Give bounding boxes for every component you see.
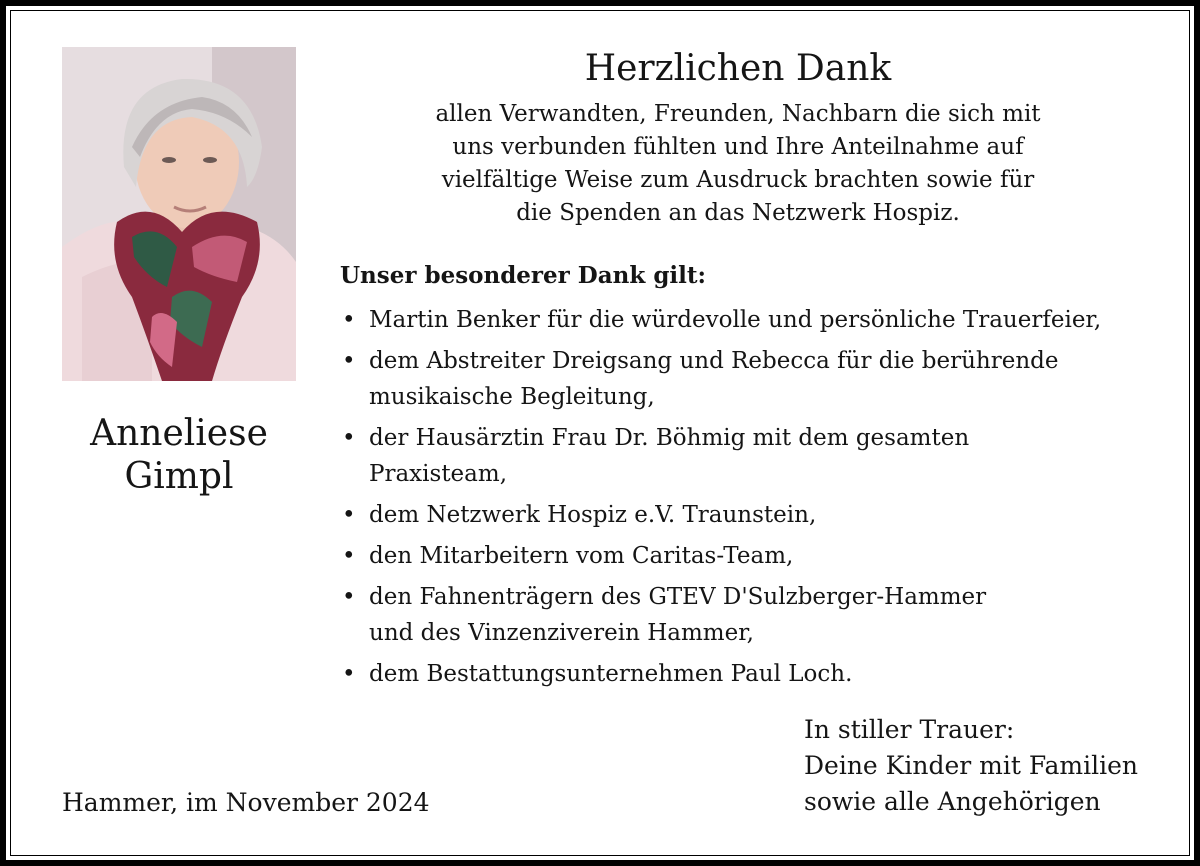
intro-line: uns verbunden fühlten und Ihre Anteilnahme auf (452, 134, 1024, 160)
list-item-text: dem Bestattungsunternehmen Paul Loch. (369, 661, 853, 687)
special-thanks-heading: Unser besonderer Dank gilt: (340, 262, 706, 289)
bullet-icon: • (342, 584, 356, 610)
signature-line: sowie alle Angehörigen (804, 787, 1101, 816)
list-item-text: den Fahnenträgern des GTEV D'Sulzberger-Hammer (369, 584, 987, 610)
list-item-text: und des Vinzenziverein Hammer, (369, 620, 754, 646)
intro-line: die Spenden an das Netzwerk Hospiz. (516, 200, 960, 226)
deceased-name (62, 412, 296, 498)
bullet-icon: • (342, 307, 356, 333)
bullet-icon: • (342, 502, 356, 528)
list-item-text: dem Netzwerk Hospiz e.V. Traunstein, (369, 502, 817, 528)
page-title: Herzlichen Dank (584, 48, 892, 89)
list-item (340, 420, 1180, 492)
intro-line: vielfältige Weise zum Ausdruck brachten sowie für (441, 167, 1035, 193)
list-item-text: der Hausärztin Frau Dr. Böhmig mit dem gesamten (369, 425, 970, 451)
list-item (340, 497, 1180, 533)
list-item (340, 538, 1180, 574)
intro-paragraph (340, 98, 1136, 230)
deceased-last-name: Gimpl (124, 456, 234, 497)
special-thanks-list (340, 302, 1180, 697)
list-item (340, 343, 1180, 415)
signature-line: Deine Kinder mit Familien (804, 751, 1138, 780)
list-item (340, 656, 1180, 692)
portrait-photo (62, 47, 296, 381)
deceased-first-name: Anneliese (90, 413, 268, 454)
list-item (340, 579, 1180, 651)
place-date: Hammer, im November 2024 (62, 788, 430, 817)
bullet-icon: • (342, 425, 356, 451)
bullet-icon: • (342, 348, 356, 374)
list-item-text: musikaische Begleitung, (369, 384, 655, 410)
list-item-text: Praxisteam, (369, 461, 507, 487)
signature-block (804, 712, 1138, 820)
list-item-text: den Mitarbeitern vom Caritas-Team, (369, 543, 794, 569)
signature-line: In stiller Trauer: (804, 715, 1015, 744)
list-item-text: dem Abstreiter Dreigsang und Rebecca für die berührende (369, 348, 1059, 374)
bullet-icon: • (342, 661, 356, 687)
list-item-text: Martin Benker für die würdevolle und persönliche Trauerfeier, (369, 307, 1102, 333)
intro-line: allen Verwandten, Freunden, Nachbarn die sich mit (435, 101, 1041, 127)
list-item (340, 302, 1180, 338)
bullet-icon: • (342, 543, 356, 569)
